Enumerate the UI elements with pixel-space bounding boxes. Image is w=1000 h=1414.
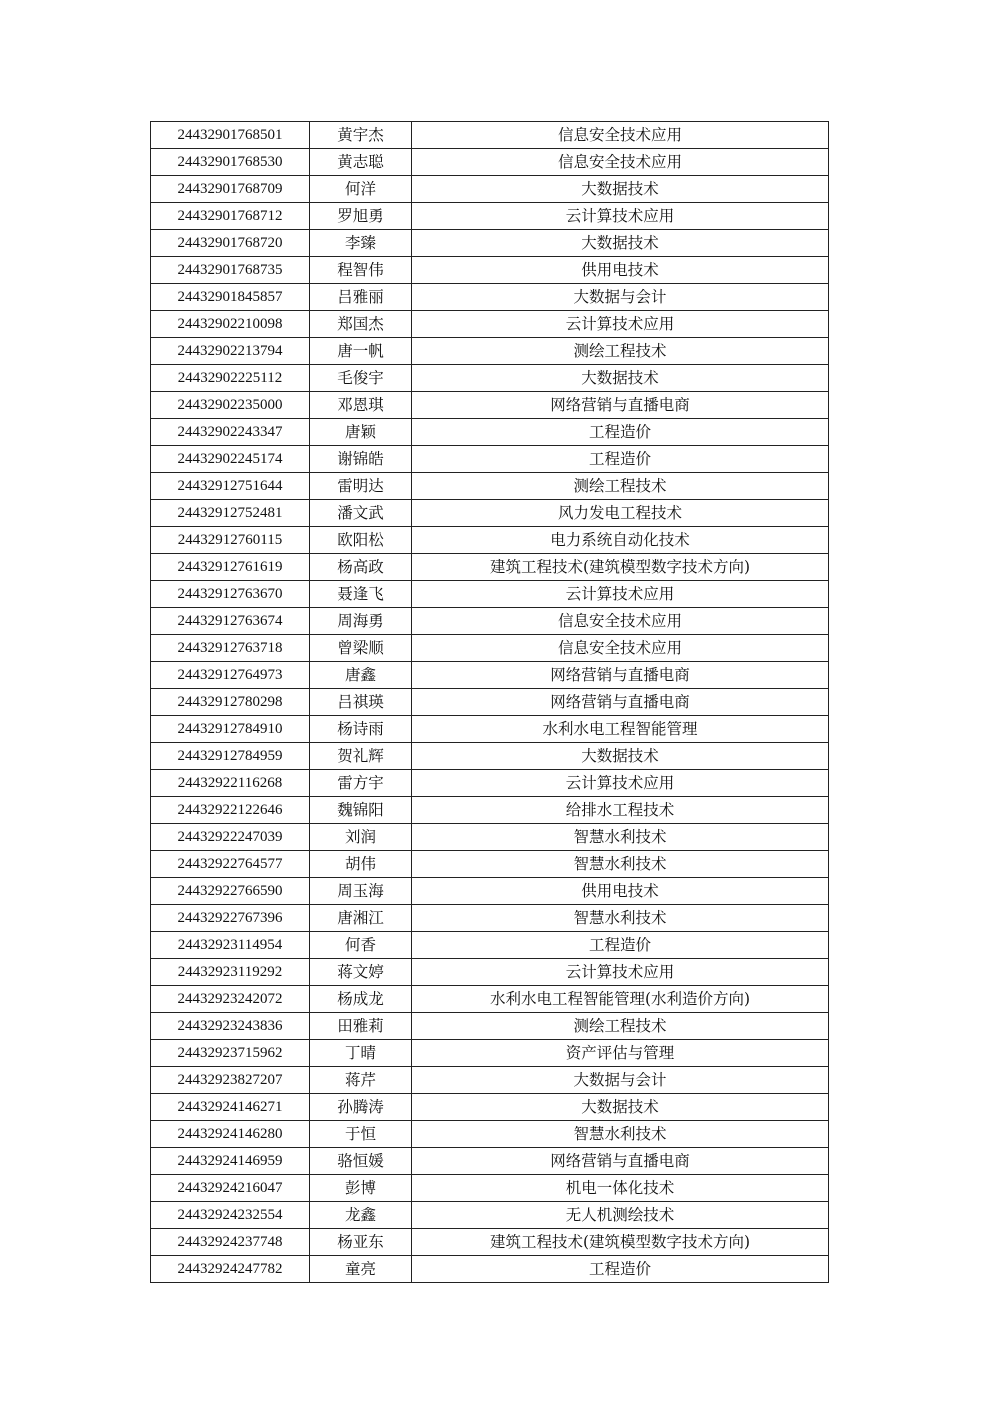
student-name-cell: 龙鑫 bbox=[310, 1202, 412, 1229]
table-row bbox=[151, 1202, 829, 1229]
student-id-cell: 24432924146280 bbox=[151, 1121, 310, 1148]
student-id-cell: 24432902243347 bbox=[151, 419, 310, 446]
table-row bbox=[151, 338, 829, 365]
major-cell: 建筑工程技术(建筑模型数字技术方向) bbox=[412, 554, 829, 581]
student-id-cell: 24432923715962 bbox=[151, 1040, 310, 1067]
student-id-cell: 24432901768501 bbox=[151, 122, 310, 149]
student-id-cell: 24432902245174 bbox=[151, 446, 310, 473]
student-id-cell: 24432901845857 bbox=[151, 284, 310, 311]
major-cell: 云计算技术应用 bbox=[412, 959, 829, 986]
major-cell: 信息安全技术应用 bbox=[412, 122, 829, 149]
table-row bbox=[151, 1229, 829, 1256]
table-row bbox=[151, 446, 829, 473]
roster-table-body bbox=[151, 122, 829, 1283]
major-cell: 机电一体化技术 bbox=[412, 1175, 829, 1202]
student-id-cell: 24432922247039 bbox=[151, 824, 310, 851]
student-name-cell: 聂逢飞 bbox=[310, 581, 412, 608]
major-cell: 大数据技术 bbox=[412, 1094, 829, 1121]
major-cell: 电力系统自动化技术 bbox=[412, 527, 829, 554]
student-name-cell: 骆恒媛 bbox=[310, 1148, 412, 1175]
major-cell: 云计算技术应用 bbox=[412, 311, 829, 338]
student-id-cell: 24432923242072 bbox=[151, 986, 310, 1013]
student-id-cell: 24432924146959 bbox=[151, 1148, 310, 1175]
student-name-cell: 郑国杰 bbox=[310, 311, 412, 338]
major-cell: 信息安全技术应用 bbox=[412, 149, 829, 176]
student-id-cell: 24432912780298 bbox=[151, 689, 310, 716]
table-row bbox=[151, 635, 829, 662]
table-row bbox=[151, 1067, 829, 1094]
major-cell: 工程造价 bbox=[412, 419, 829, 446]
table-row bbox=[151, 419, 829, 446]
table-row bbox=[151, 1040, 829, 1067]
table-row bbox=[151, 770, 829, 797]
student-name-cell: 黄志聪 bbox=[310, 149, 412, 176]
major-cell: 大数据与会计 bbox=[412, 1067, 829, 1094]
student-id-cell: 24432901768709 bbox=[151, 176, 310, 203]
student-name-cell: 何香 bbox=[310, 932, 412, 959]
table-row bbox=[151, 608, 829, 635]
student-name-cell: 唐湘江 bbox=[310, 905, 412, 932]
table-row bbox=[151, 851, 829, 878]
major-cell: 信息安全技术应用 bbox=[412, 635, 829, 662]
major-cell: 大数据与会计 bbox=[412, 284, 829, 311]
table-row bbox=[151, 122, 829, 149]
student-id-cell: 24432912760115 bbox=[151, 527, 310, 554]
student-id-cell: 24432922116268 bbox=[151, 770, 310, 797]
student-name-cell: 雷明达 bbox=[310, 473, 412, 500]
student-id-cell: 24432901768720 bbox=[151, 230, 310, 257]
student-name-cell: 唐颖 bbox=[310, 419, 412, 446]
student-name-cell: 毛俊宇 bbox=[310, 365, 412, 392]
student-name-cell: 雷方宇 bbox=[310, 770, 412, 797]
major-cell: 智慧水利技术 bbox=[412, 905, 829, 932]
table-row bbox=[151, 392, 829, 419]
table-row bbox=[151, 473, 829, 500]
student-name-cell: 魏锦阳 bbox=[310, 797, 412, 824]
major-cell: 云计算技术应用 bbox=[412, 203, 829, 230]
student-roster-table bbox=[150, 121, 829, 1283]
student-name-cell: 童亮 bbox=[310, 1256, 412, 1283]
major-cell: 大数据技术 bbox=[412, 743, 829, 770]
major-cell: 供用电技术 bbox=[412, 257, 829, 284]
student-id-cell: 24432912752481 bbox=[151, 500, 310, 527]
major-cell: 大数据技术 bbox=[412, 365, 829, 392]
table-row bbox=[151, 230, 829, 257]
table-row bbox=[151, 824, 829, 851]
student-name-cell: 罗旭勇 bbox=[310, 203, 412, 230]
student-id-cell: 24432924146271 bbox=[151, 1094, 310, 1121]
student-name-cell: 周玉海 bbox=[310, 878, 412, 905]
student-name-cell: 何洋 bbox=[310, 176, 412, 203]
student-name-cell: 田雅莉 bbox=[310, 1013, 412, 1040]
student-id-cell: 24432902225112 bbox=[151, 365, 310, 392]
student-name-cell: 唐一帆 bbox=[310, 338, 412, 365]
major-cell: 网络营销与直播电商 bbox=[412, 662, 829, 689]
table-row bbox=[151, 527, 829, 554]
major-cell: 智慧水利技术 bbox=[412, 851, 829, 878]
table-row bbox=[151, 257, 829, 284]
student-id-cell: 24432923119292 bbox=[151, 959, 310, 986]
student-id-cell: 24432901768712 bbox=[151, 203, 310, 230]
table-row bbox=[151, 554, 829, 581]
student-name-cell: 于恒 bbox=[310, 1121, 412, 1148]
student-name-cell: 杨成龙 bbox=[310, 986, 412, 1013]
table-row bbox=[151, 716, 829, 743]
student-id-cell: 24432922122646 bbox=[151, 797, 310, 824]
student-name-cell: 邓恩琪 bbox=[310, 392, 412, 419]
table-row bbox=[151, 581, 829, 608]
table-row bbox=[151, 1175, 829, 1202]
major-cell: 智慧水利技术 bbox=[412, 1121, 829, 1148]
table-row bbox=[151, 878, 829, 905]
student-name-cell: 孙腾涛 bbox=[310, 1094, 412, 1121]
student-id-cell: 24432923827207 bbox=[151, 1067, 310, 1094]
major-cell: 水利水电工程智能管理(水利造价方向) bbox=[412, 986, 829, 1013]
table-row bbox=[151, 149, 829, 176]
student-id-cell: 24432902210098 bbox=[151, 311, 310, 338]
major-cell: 建筑工程技术(建筑模型数字技术方向) bbox=[412, 1229, 829, 1256]
major-cell: 云计算技术应用 bbox=[412, 581, 829, 608]
student-id-cell: 24432912784959 bbox=[151, 743, 310, 770]
student-name-cell: 蒋文婷 bbox=[310, 959, 412, 986]
student-name-cell: 黄宇杰 bbox=[310, 122, 412, 149]
major-cell: 网络营销与直播电商 bbox=[412, 689, 829, 716]
major-cell: 测绘工程技术 bbox=[412, 338, 829, 365]
major-cell: 测绘工程技术 bbox=[412, 1013, 829, 1040]
table-row bbox=[151, 311, 829, 338]
student-id-cell: 24432912763674 bbox=[151, 608, 310, 635]
major-cell: 测绘工程技术 bbox=[412, 473, 829, 500]
student-name-cell: 吕雅丽 bbox=[310, 284, 412, 311]
student-id-cell: 24432912764973 bbox=[151, 662, 310, 689]
student-id-cell: 24432923243836 bbox=[151, 1013, 310, 1040]
student-name-cell: 杨高政 bbox=[310, 554, 412, 581]
major-cell: 网络营销与直播电商 bbox=[412, 1148, 829, 1175]
student-name-cell: 周海勇 bbox=[310, 608, 412, 635]
major-cell: 供用电技术 bbox=[412, 878, 829, 905]
student-id-cell: 24432922764577 bbox=[151, 851, 310, 878]
major-cell: 风力发电工程技术 bbox=[412, 500, 829, 527]
student-id-cell: 24432922766590 bbox=[151, 878, 310, 905]
student-name-cell: 丁晴 bbox=[310, 1040, 412, 1067]
table-row bbox=[151, 1121, 829, 1148]
student-id-cell: 24432901768530 bbox=[151, 149, 310, 176]
student-id-cell: 24432901768735 bbox=[151, 257, 310, 284]
major-cell: 给排水工程技术 bbox=[412, 797, 829, 824]
student-name-cell: 刘润 bbox=[310, 824, 412, 851]
student-id-cell: 24432924216047 bbox=[151, 1175, 310, 1202]
table-row bbox=[151, 1094, 829, 1121]
major-cell: 大数据技术 bbox=[412, 230, 829, 257]
table-row bbox=[151, 689, 829, 716]
major-cell: 信息安全技术应用 bbox=[412, 608, 829, 635]
student-name-cell: 程智伟 bbox=[310, 257, 412, 284]
table-row bbox=[151, 959, 829, 986]
student-id-cell: 24432912761619 bbox=[151, 554, 310, 581]
student-id-cell: 24432923114954 bbox=[151, 932, 310, 959]
major-cell: 云计算技术应用 bbox=[412, 770, 829, 797]
student-id-cell: 24432924247782 bbox=[151, 1256, 310, 1283]
table-row bbox=[151, 365, 829, 392]
table-row bbox=[151, 743, 829, 770]
table-row bbox=[151, 1256, 829, 1283]
student-id-cell: 24432912763670 bbox=[151, 581, 310, 608]
student-name-cell: 潘文武 bbox=[310, 500, 412, 527]
student-name-cell: 吕祺瑛 bbox=[310, 689, 412, 716]
student-id-cell: 24432912763718 bbox=[151, 635, 310, 662]
table-row bbox=[151, 284, 829, 311]
student-id-cell: 24432902213794 bbox=[151, 338, 310, 365]
major-cell: 网络营销与直播电商 bbox=[412, 392, 829, 419]
table-row bbox=[151, 203, 829, 230]
major-cell: 智慧水利技术 bbox=[412, 824, 829, 851]
major-cell: 工程造价 bbox=[412, 1256, 829, 1283]
student-name-cell: 欧阳松 bbox=[310, 527, 412, 554]
student-id-cell: 24432912784910 bbox=[151, 716, 310, 743]
major-cell: 工程造价 bbox=[412, 446, 829, 473]
student-name-cell: 唐鑫 bbox=[310, 662, 412, 689]
table-row bbox=[151, 1013, 829, 1040]
table-row bbox=[151, 176, 829, 203]
table-row bbox=[151, 986, 829, 1013]
major-cell: 无人机测绘技术 bbox=[412, 1202, 829, 1229]
table-row bbox=[151, 662, 829, 689]
student-name-cell: 彭博 bbox=[310, 1175, 412, 1202]
student-name-cell: 杨亚东 bbox=[310, 1229, 412, 1256]
major-cell: 大数据技术 bbox=[412, 176, 829, 203]
table-row bbox=[151, 500, 829, 527]
table-row bbox=[151, 932, 829, 959]
student-name-cell: 胡伟 bbox=[310, 851, 412, 878]
student-id-cell: 24432912751644 bbox=[151, 473, 310, 500]
student-name-cell: 贺礼辉 bbox=[310, 743, 412, 770]
student-name-cell: 杨诗雨 bbox=[310, 716, 412, 743]
table-row bbox=[151, 905, 829, 932]
student-name-cell: 谢锦皓 bbox=[310, 446, 412, 473]
table-row bbox=[151, 797, 829, 824]
student-id-cell: 24432902235000 bbox=[151, 392, 310, 419]
table-row bbox=[151, 1148, 829, 1175]
student-name-cell: 曾梁顺 bbox=[310, 635, 412, 662]
major-cell: 工程造价 bbox=[412, 932, 829, 959]
major-cell: 资产评估与管理 bbox=[412, 1040, 829, 1067]
student-id-cell: 24432924232554 bbox=[151, 1202, 310, 1229]
student-name-cell: 蒋芹 bbox=[310, 1067, 412, 1094]
student-id-cell: 24432924237748 bbox=[151, 1229, 310, 1256]
major-cell: 水利水电工程智能管理 bbox=[412, 716, 829, 743]
student-id-cell: 24432922767396 bbox=[151, 905, 310, 932]
student-name-cell: 李臻 bbox=[310, 230, 412, 257]
